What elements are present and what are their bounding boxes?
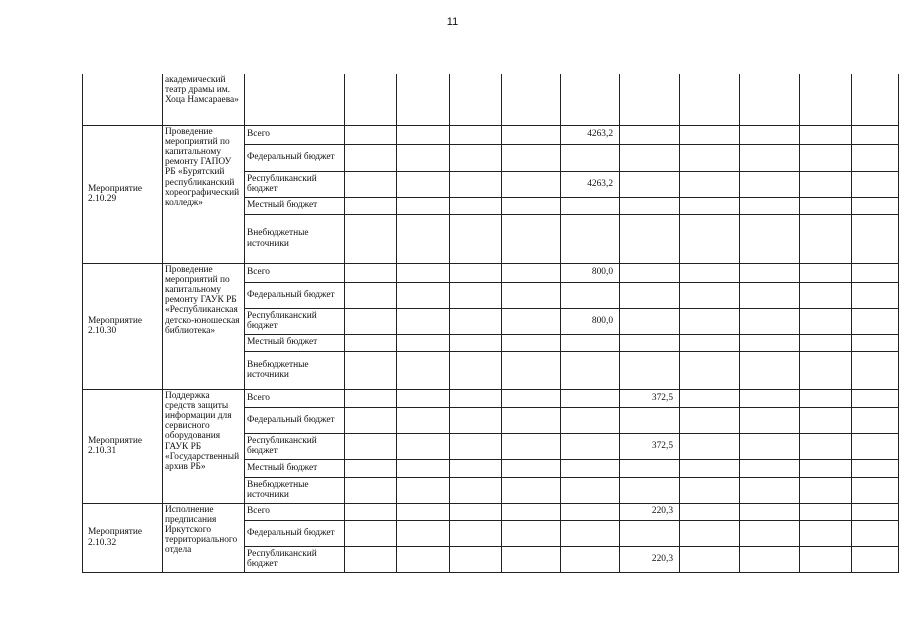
empty-cell [397,546,450,572]
empty-cell [397,263,450,282]
measure-code: Мероприятие 2.10.32 [83,503,163,572]
empty-cell [852,263,899,282]
empty-cell [345,546,397,572]
empty-cell [561,520,620,546]
empty-cell [397,144,450,171]
empty-cell [740,282,800,308]
funding-source: Федеральный бюджет [245,282,345,308]
amount-cell: 220,3 [620,503,680,520]
empty-cell [450,389,502,407]
empty-cell [800,389,852,407]
empty-cell [680,433,740,459]
empty-cell [852,351,899,389]
empty-cell [397,214,450,263]
empty-cell [740,308,800,334]
empty-cell [345,125,397,144]
empty-cell [561,389,620,407]
empty-cell [450,433,502,459]
empty-cell [800,520,852,546]
amount-cell [561,351,620,389]
empty-cell [852,214,899,263]
amount-cell [561,214,620,263]
empty-cell [680,503,740,520]
empty-cell [502,407,561,433]
empty-cell [450,351,502,389]
empty-cell [680,520,740,546]
empty-cell [397,477,450,503]
empty-cell [680,389,740,407]
empty-cell [450,74,502,125]
empty-cell [502,477,561,503]
empty-cell [450,546,502,572]
amount-cell [620,520,680,546]
empty-cell [397,282,450,308]
empty-cell [800,351,852,389]
funding-source: Республиканский бюджет [245,308,345,334]
empty-cell [502,74,561,125]
empty-cell [502,263,561,282]
empty-cell [800,125,852,144]
empty-cell [620,74,680,125]
measure-description: Поддержка средств защиты информации для сервисного оборудования ГАУК РБ «Государственный архив РБ» [163,389,245,503]
empty-cell [397,389,450,407]
empty-cell [245,74,345,125]
empty-cell [740,546,800,572]
empty-cell [502,308,561,334]
empty-cell [450,125,502,144]
empty-cell [680,308,740,334]
empty-cell [680,74,740,125]
empty-cell [800,433,852,459]
empty-cell [620,351,680,389]
empty-cell [450,263,502,282]
page-number: 11 [446,16,459,28]
empty-cell [450,144,502,171]
funding-source: Республиканский бюджет [245,171,345,197]
empty-cell [740,459,800,477]
empty-cell [345,459,397,477]
empty-cell [450,520,502,546]
amount-cell [561,282,620,308]
empty-cell [502,334,561,351]
empty-cell [450,214,502,263]
empty-cell [800,503,852,520]
amount-cell: 4263,2 [561,125,620,144]
empty-cell [800,171,852,197]
empty-cell [852,308,899,334]
empty-cell [345,433,397,459]
empty-cell [852,433,899,459]
empty-cell [397,433,450,459]
empty-cell [680,214,740,263]
empty-cell [852,197,899,214]
funding-source: Всего [245,125,345,144]
amount-cell: 220,3 [620,546,680,572]
table-row [83,503,899,520]
empty-cell [740,389,800,407]
empty-cell [800,263,852,282]
amount-cell: 372,5 [620,433,680,459]
table-row [83,125,899,144]
measure-code: Мероприятие 2.10.29 [83,125,163,263]
empty-cell [680,546,740,572]
empty-cell [397,74,450,125]
empty-cell [800,197,852,214]
empty-cell [397,171,450,197]
empty-cell [502,144,561,171]
empty-cell [800,407,852,433]
empty-cell [800,308,852,334]
empty-cell [450,407,502,433]
empty-cell [345,520,397,546]
empty-cell [680,197,740,214]
empty-cell [502,459,561,477]
funding-source: Внебюджетные источники [245,351,345,389]
empty-cell [680,282,740,308]
funding-source: Внебюджетные источники [245,477,345,503]
empty-cell [450,503,502,520]
empty-cell [345,477,397,503]
funding-source: Всего [245,503,345,520]
measure-code: Мероприятие 2.10.31 [83,389,163,503]
empty-cell [680,459,740,477]
amount-cell: 800,0 [561,308,620,334]
empty-cell [852,74,899,125]
funding-source: Всего [245,263,345,282]
amount-cell: 372,5 [620,389,680,407]
empty-cell [345,282,397,308]
empty-cell [620,263,680,282]
amount-cell: 4263,2 [561,171,620,197]
empty-cell [345,214,397,263]
amount-cell [561,197,620,214]
empty-cell [740,197,800,214]
empty-cell [502,351,561,389]
empty-cell [680,125,740,144]
empty-cell [800,459,852,477]
empty-cell [852,282,899,308]
empty-cell [680,334,740,351]
empty-cell [852,125,899,144]
empty-cell [620,144,680,171]
funding-source: Федеральный бюджет [245,407,345,433]
empty-cell [502,197,561,214]
empty-cell [502,214,561,263]
empty-cell [345,503,397,520]
funding-source: Республиканский бюджет [245,433,345,459]
funding-source: Местный бюджет [245,334,345,351]
empty-cell [345,197,397,214]
empty-cell [450,171,502,197]
empty-cell [397,503,450,520]
empty-cell [740,407,800,433]
empty-cell [397,197,450,214]
empty-cell [502,282,561,308]
empty-cell [502,520,561,546]
empty-cell [680,144,740,171]
empty-cell [345,351,397,389]
empty-cell [852,477,899,503]
measure-code-cell [83,74,163,125]
empty-cell [620,282,680,308]
measure-description: Проведение мероприятий по капитальному ремонту ГАУК РБ «Республиканская детско-юношеская библиотека» [163,263,245,389]
empty-cell [561,433,620,459]
empty-cell [852,171,899,197]
empty-cell [740,144,800,171]
empty-cell [397,334,450,351]
amount-cell [620,477,680,503]
empty-cell [561,407,620,433]
empty-cell [800,214,852,263]
amount-cell [620,407,680,433]
empty-cell [502,125,561,144]
empty-cell [450,459,502,477]
funding-source: Внебюджетные источники [245,214,345,263]
empty-cell [852,546,899,572]
empty-cell [740,263,800,282]
empty-cell [345,407,397,433]
empty-cell [800,546,852,572]
empty-cell [450,308,502,334]
empty-cell [345,74,397,125]
empty-cell [620,197,680,214]
empty-cell [800,334,852,351]
empty-cell [345,334,397,351]
empty-cell [502,546,561,572]
empty-cell [680,171,740,197]
empty-cell [561,74,620,125]
measure-description: Исполнение предписания Иркутского территориального отдела [163,503,245,572]
empty-cell [800,282,852,308]
empty-cell [397,308,450,334]
amount-cell [620,459,680,477]
empty-cell [345,389,397,407]
amount-cell: 800,0 [561,263,620,282]
empty-cell [502,171,561,197]
empty-cell [680,407,740,433]
empty-cell [800,74,852,125]
measure-description: академический театр драмы им. Хоца Намсараева» [163,74,245,125]
empty-cell [561,503,620,520]
empty-cell [852,389,899,407]
empty-cell [397,125,450,144]
amount-cell [561,334,620,351]
empty-cell [740,125,800,144]
empty-cell [680,351,740,389]
empty-cell [450,197,502,214]
empty-cell [345,144,397,171]
empty-cell [740,351,800,389]
empty-cell [502,389,561,407]
empty-cell [450,334,502,351]
funding-source: Федеральный бюджет [245,144,345,171]
empty-cell [800,144,852,171]
empty-cell [397,520,450,546]
funding-source: Местный бюджет [245,197,345,214]
empty-cell [620,125,680,144]
empty-cell [852,144,899,171]
empty-cell [740,74,800,125]
empty-cell [740,171,800,197]
empty-cell [740,503,800,520]
empty-cell [450,282,502,308]
empty-cell [502,433,561,459]
funding-source: Местный бюджет [245,459,345,477]
empty-cell [680,263,740,282]
empty-cell [740,433,800,459]
empty-cell [620,308,680,334]
table-row [83,389,899,407]
empty-cell [852,459,899,477]
empty-cell [620,214,680,263]
empty-cell [502,503,561,520]
table-row [83,263,899,282]
empty-cell [345,171,397,197]
empty-cell [620,171,680,197]
empty-cell [852,503,899,520]
empty-cell [740,334,800,351]
empty-cell [620,334,680,351]
table-row [83,74,899,125]
measure-description: Проведение мероприятий по капитальному ремонту ГАПОУ РБ «Бурятский республиканский хореографический колледж» [163,125,245,263]
empty-cell [450,477,502,503]
funding-source: Федеральный бюджет [245,520,345,546]
empty-cell [740,214,800,263]
amount-cell [561,144,620,171]
empty-cell [740,520,800,546]
empty-cell [800,477,852,503]
budget-table [82,74,899,573]
empty-cell [561,546,620,572]
empty-cell [561,477,620,503]
funding-source: Республиканский бюджет [245,546,345,572]
empty-cell [852,334,899,351]
empty-cell [561,459,620,477]
empty-cell [397,459,450,477]
empty-cell [680,477,740,503]
empty-cell [345,308,397,334]
empty-cell [852,520,899,546]
measure-code: Мероприятие 2.10.30 [83,263,163,389]
empty-cell [852,407,899,433]
funding-source: Всего [245,389,345,407]
empty-cell [397,351,450,389]
empty-cell [397,407,450,433]
empty-cell [740,477,800,503]
empty-cell [345,263,397,282]
